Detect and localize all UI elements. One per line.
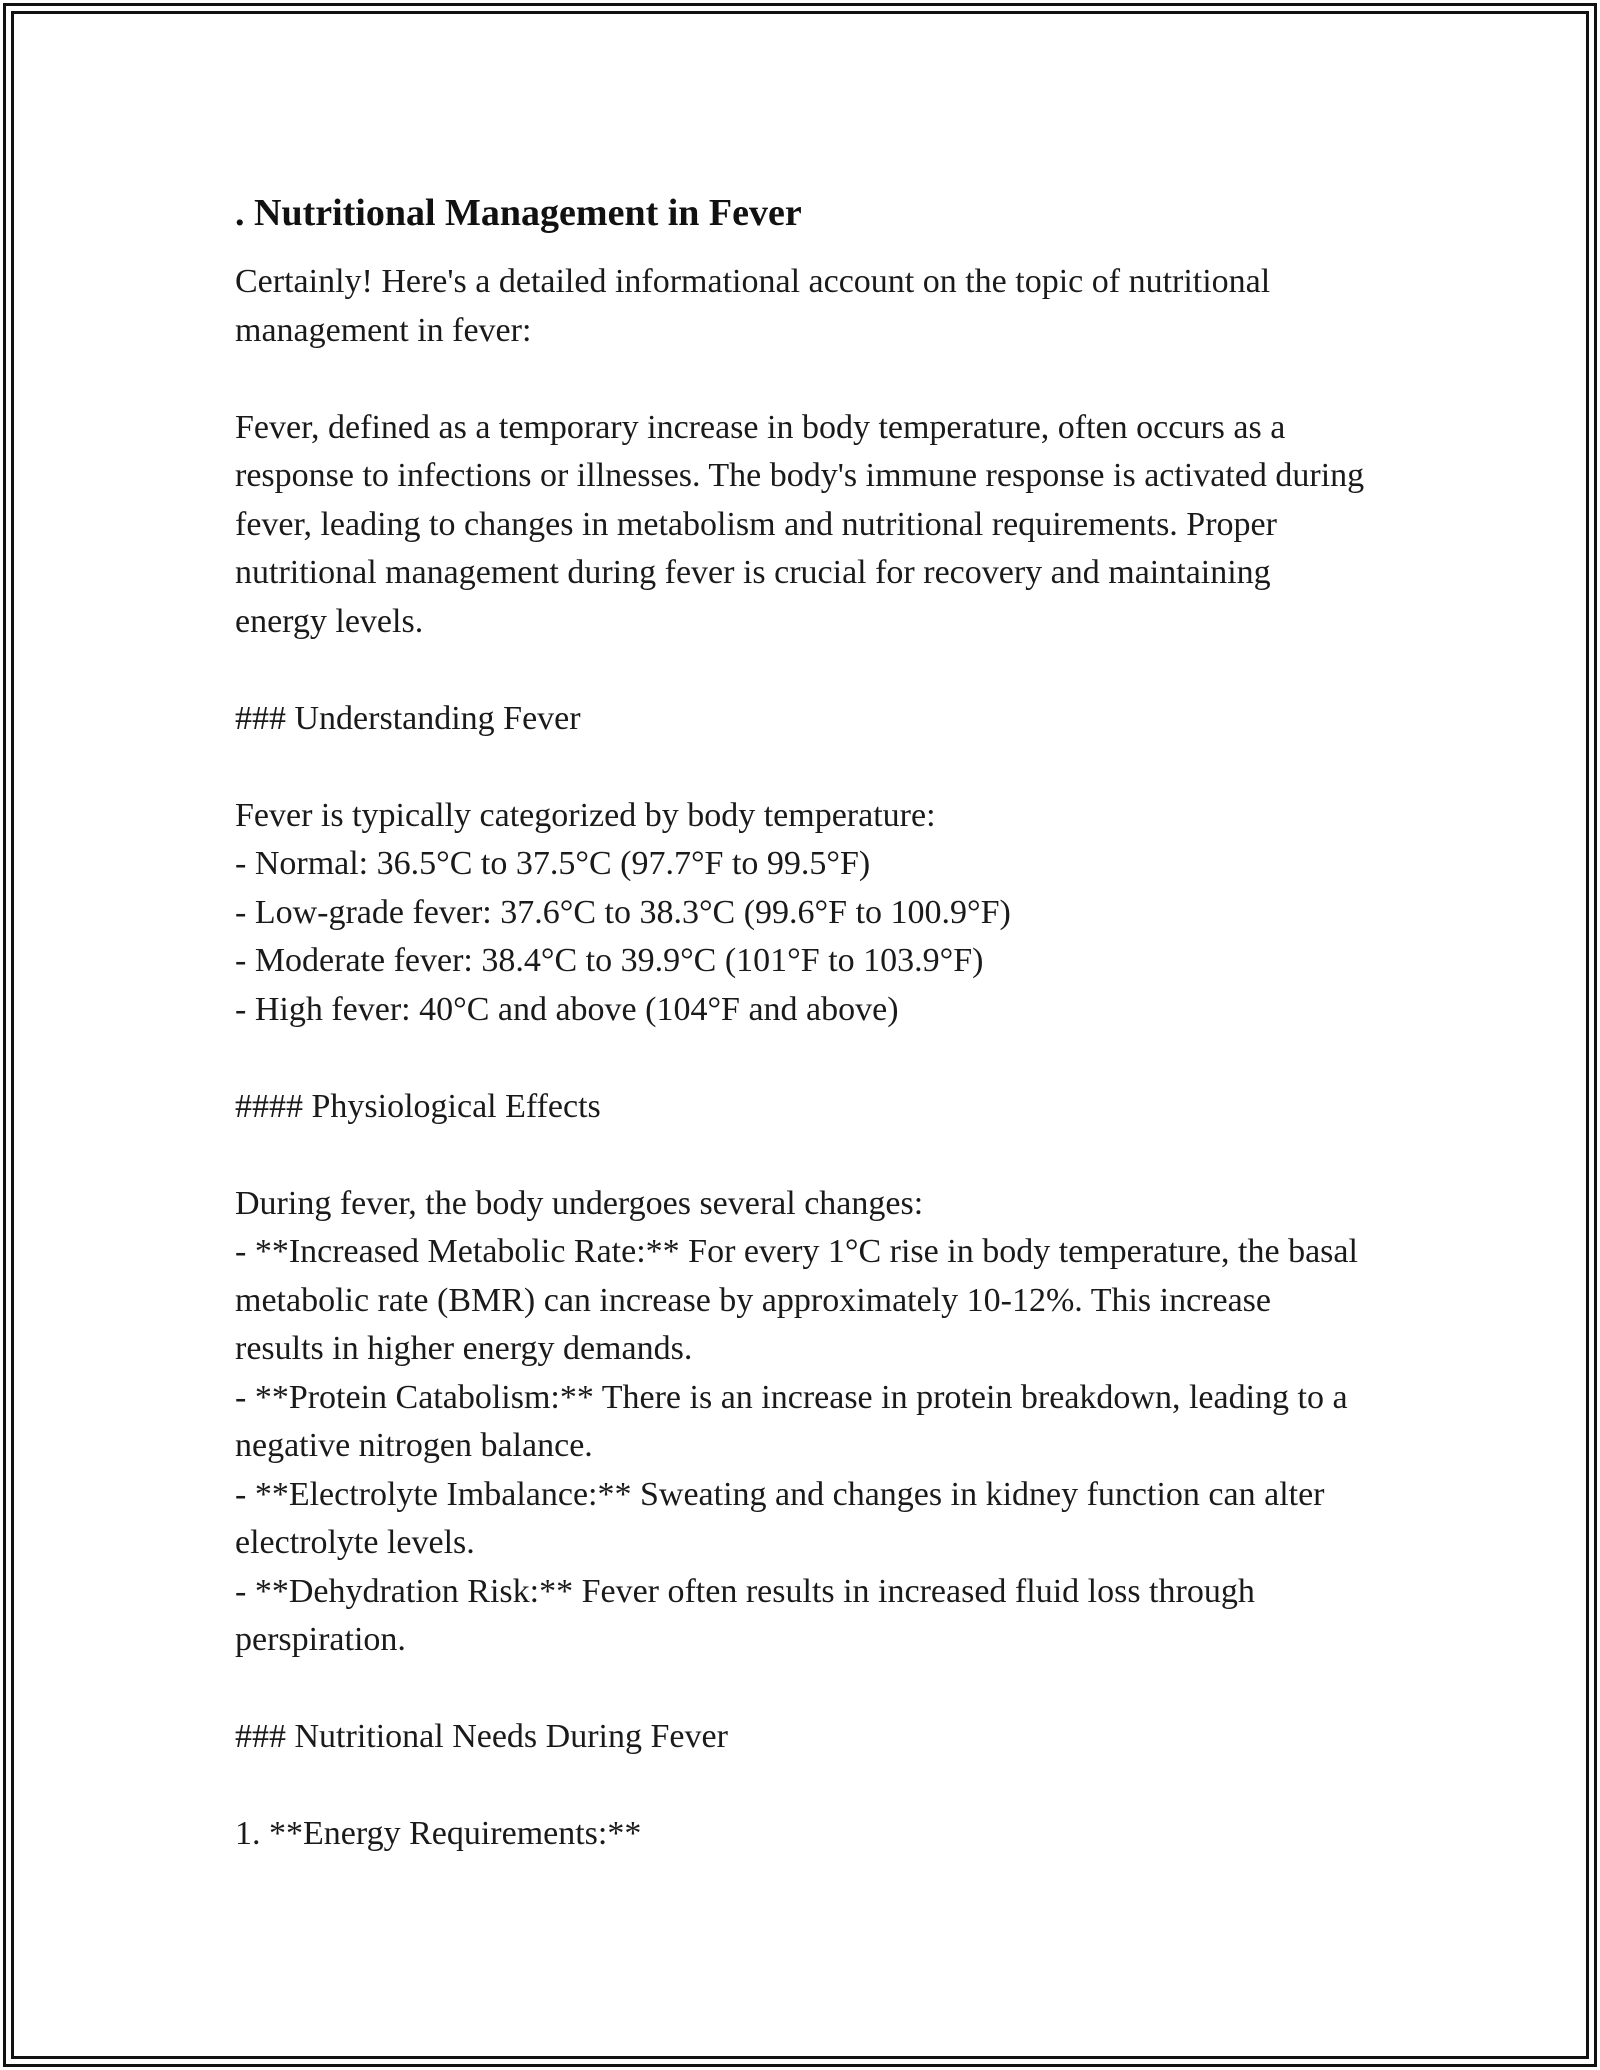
understanding-fever-heading: ### Understanding Fever	[235, 699, 581, 737]
list-item: 1. **Energy Requirements:**	[235, 1815, 642, 1852]
list-item: - **Electrolyte Imbalance:** Sweating and changes in kidney function can alter electrolyte levels.	[235, 1475, 1325, 1561]
overview-paragraph: Fever, defined as a temporary increase in body temperature, often occurs as a response to infections or illnesses. The body's immune response is activated during fever, leading to changes in metabolism and nutritional requirements. Proper nutritional management during fever is crucial for recovery and maintaining energy levels.	[235, 408, 1365, 640]
list-item: - Moderate fever: 38.4°C to 39.9°C (101°F to 103.9°F)	[235, 942, 984, 979]
list-item: - **Increased Metabolic Rate:** For every 1°C rise in body temperature, the basal metabolic rate (BMR) can increase by approximately 10-12%. This increase results in higher energy demands.	[235, 1233, 1358, 1367]
physiological-effects-heading: #### Physiological Effects	[235, 1087, 601, 1125]
nutritional-needs-heading: ### Nutritional Needs During Fever	[235, 1718, 728, 1755]
document-body	[235, 186, 1365, 1859]
list-item: - **Dehydration Risk:** Fever often results in increased fluid loss through perspiration.	[235, 1572, 1255, 1658]
temperature-categories	[235, 792, 1365, 1035]
list-item: - Normal: 36.5°C to 37.5°C (97.7°F to 99.5°F)	[235, 845, 871, 882]
list-item: - Low-grade fever: 37.6°C to 38.3°C (99.6°F to 100.9°F)	[235, 893, 1011, 931]
physiological-changes-lead: During fever, the body undergoes several changes:	[235, 1184, 924, 1222]
list-item: - High fever: 40°C and above (104°F and above)	[235, 990, 899, 1028]
document-title: . Nutritional Management in Fever	[235, 192, 802, 234]
physiological-changes	[235, 1180, 1365, 1665]
temperature-categories-lead: Fever is typically categorized by body temperature:	[235, 796, 936, 834]
list-item: - **Protein Catabolism:** There is an increase in protein breakdown, leading to a negative nitrogen balance.	[235, 1378, 1348, 1464]
intro-paragraph: Certainly! Here's a detailed informational account on the topic of nutritional management in fever:	[235, 263, 1271, 349]
